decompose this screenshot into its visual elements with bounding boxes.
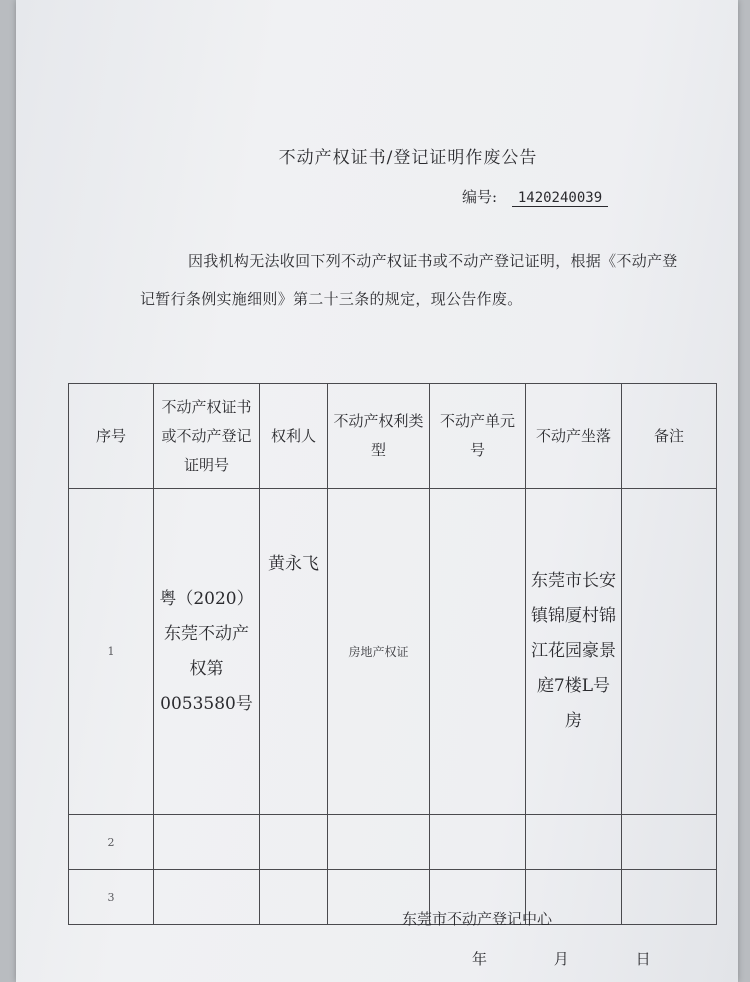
document-page [16, 0, 738, 982]
document-number-value: 1420240039 [512, 190, 608, 207]
cell-holder [260, 870, 328, 925]
document-number-label: 编号: [462, 188, 498, 206]
issuer-signature: 东莞市不动产登记中心 [402, 910, 553, 928]
cell-location [526, 815, 622, 870]
table-row [69, 815, 717, 870]
cell-seq: 1 [69, 489, 154, 815]
cell-seq: 2 [69, 815, 154, 870]
cell-right-type [328, 815, 430, 870]
document-number [462, 186, 608, 207]
header-unit-no: 不动产单元号 [430, 384, 526, 489]
cell-holder: 黄永飞 [260, 489, 328, 815]
cell-location: 东莞市长安镇锦厦村锦江花园豪景庭7楼L号房 [526, 489, 622, 815]
header-location: 不动产坐落 [526, 384, 622, 489]
header-holder: 权利人 [260, 384, 328, 489]
table-row [69, 870, 717, 925]
date-month: 月 [553, 950, 569, 968]
cell-seq: 3 [69, 870, 154, 925]
header-note: 备注 [622, 384, 717, 489]
cell-note [622, 815, 717, 870]
cell-unit-no [430, 489, 526, 815]
void-certificate-table [68, 383, 717, 925]
cell-right-type: 房地产权证 [328, 489, 430, 815]
cell-holder [260, 815, 328, 870]
document-title: 不动产权证书/登记证明作废公告 [278, 148, 538, 168]
header-right-type: 不动产权利类型 [328, 384, 430, 489]
table-header-row [69, 384, 717, 489]
date-day: 日 [635, 950, 651, 968]
cell-note [622, 870, 717, 925]
cell-cert: 粤（2020）东莞不动产权第0053580号 [154, 489, 260, 815]
cell-unit-no [430, 815, 526, 870]
header-cert: 不动产权证书或不动产登记证明号 [154, 384, 260, 489]
cell-cert [154, 870, 260, 925]
issue-date [472, 948, 689, 969]
cell-note [622, 489, 717, 815]
announcement-paragraph: 因我机构无法收回下列不动产权证书或不动产登记证明，根据《不动产登记暂行条例实施细则》第二十三条的规定，现公告作废。 [140, 252, 678, 308]
cell-cert [154, 815, 260, 870]
date-year: 年 [472, 950, 488, 968]
table-row [69, 489, 717, 815]
header-seq: 序号 [69, 384, 154, 489]
